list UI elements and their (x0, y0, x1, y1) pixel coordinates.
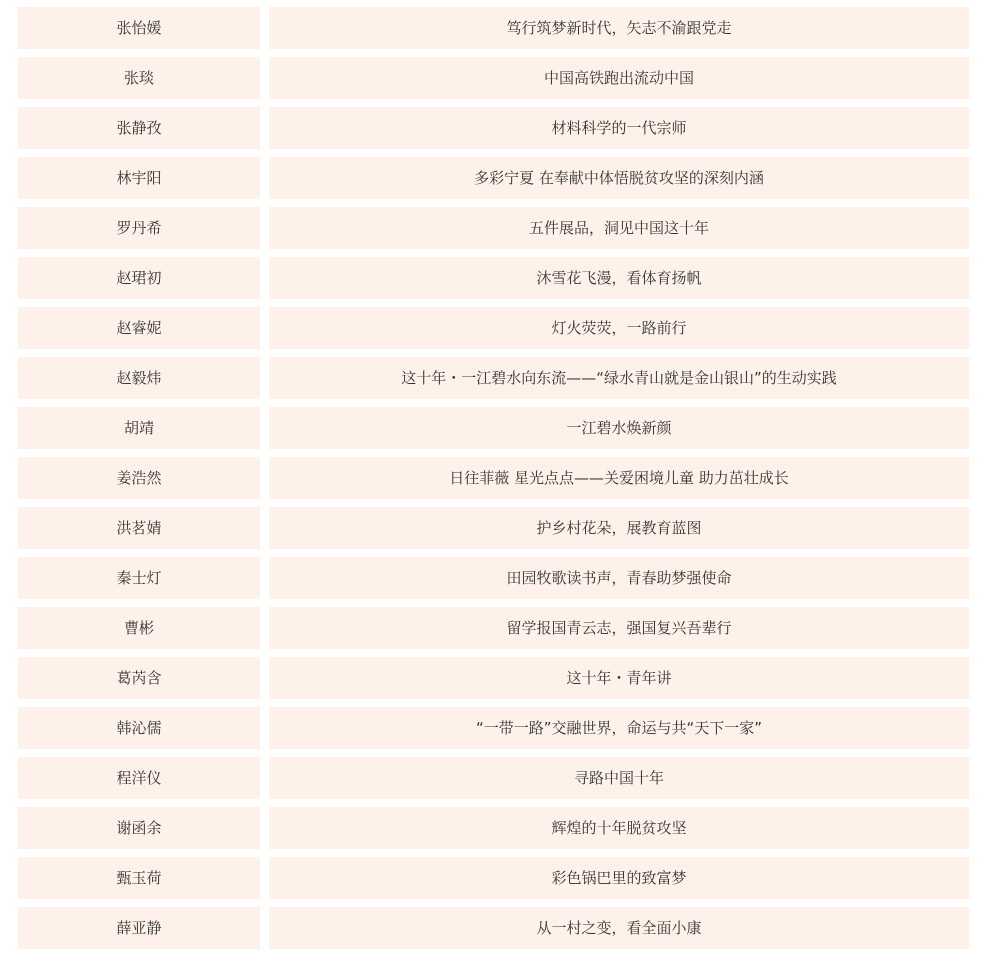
table-row (18, 107, 969, 149)
name-cell: 葛芮含 (18, 657, 260, 699)
table-row (18, 607, 969, 649)
table-row (18, 207, 969, 249)
name-cell: 张琰 (18, 57, 260, 99)
title-cell: 彩色锅巴里的致富梦 (269, 857, 969, 899)
name-cell: 张静孜 (18, 107, 260, 149)
name-cell: 赵睿妮 (18, 307, 260, 349)
table-row (18, 407, 969, 449)
title-cell: 寻路中国十年 (269, 757, 969, 799)
name-cell: 薛亚静 (18, 907, 260, 949)
table-row (18, 907, 969, 949)
table-row (18, 807, 969, 849)
name-cell: 张怡媛 (18, 7, 260, 49)
table-row (18, 157, 969, 199)
table-row (18, 7, 969, 49)
table-row (18, 457, 969, 499)
table-row (18, 757, 969, 799)
name-cell: 韩沁儒 (18, 707, 260, 749)
title-cell: 田园牧歌读书声，青春助梦强使命 (269, 557, 969, 599)
results-table (18, 7, 969, 957)
title-cell: “一带一路”交融世界，命运与共“天下一家” (269, 707, 969, 749)
name-cell: 秦士灯 (18, 557, 260, 599)
title-cell: 留学报国青云志，强国复兴吾辈行 (269, 607, 969, 649)
title-cell: 从一村之变，看全面小康 (269, 907, 969, 949)
name-cell: 赵珺初 (18, 257, 260, 299)
title-cell: 五件展品，洞见中国这十年 (269, 207, 969, 249)
title-cell: 护乡村花朵，展教育蓝图 (269, 507, 969, 549)
title-cell: 材料科学的一代宗师 (269, 107, 969, 149)
table-row (18, 357, 969, 399)
title-cell: 一江碧水焕新颜 (269, 407, 969, 449)
name-cell: 胡靖 (18, 407, 260, 449)
table-row (18, 557, 969, 599)
name-cell: 赵毅炜 (18, 357, 260, 399)
title-cell: 灯火荧荧，一路前行 (269, 307, 969, 349)
table-row (18, 707, 969, 749)
title-cell: 这十年・一江碧水向东流——“绿水青山就是金山银山”的生动实践 (269, 357, 969, 399)
name-cell: 林宇阳 (18, 157, 260, 199)
name-cell: 谢函余 (18, 807, 260, 849)
title-cell: 日往菲薇 星光点点——关爱困境儿童 助力茁壮成长 (269, 457, 969, 499)
title-cell: 这十年・青年讲 (269, 657, 969, 699)
table-row (18, 257, 969, 299)
table-row (18, 307, 969, 349)
name-cell: 甄玉荷 (18, 857, 260, 899)
name-cell: 罗丹希 (18, 207, 260, 249)
name-cell: 姜浩然 (18, 457, 260, 499)
name-cell: 曹彬 (18, 607, 260, 649)
table-row (18, 57, 969, 99)
title-cell: 笃行筑梦新时代，矢志不渝跟党走 (269, 7, 969, 49)
title-cell: 辉煌的十年脱贫攻坚 (269, 807, 969, 849)
table-row (18, 857, 969, 899)
title-cell: 沐雪花飞漫，看体育扬帆 (269, 257, 969, 299)
title-cell: 多彩宁夏 在奉献中体悟脱贫攻坚的深刻内涵 (269, 157, 969, 199)
title-cell: 中国高铁跑出流动中国 (269, 57, 969, 99)
name-cell: 程洋仪 (18, 757, 260, 799)
table-row (18, 657, 969, 699)
table-row (18, 507, 969, 549)
name-cell: 洪茗婧 (18, 507, 260, 549)
